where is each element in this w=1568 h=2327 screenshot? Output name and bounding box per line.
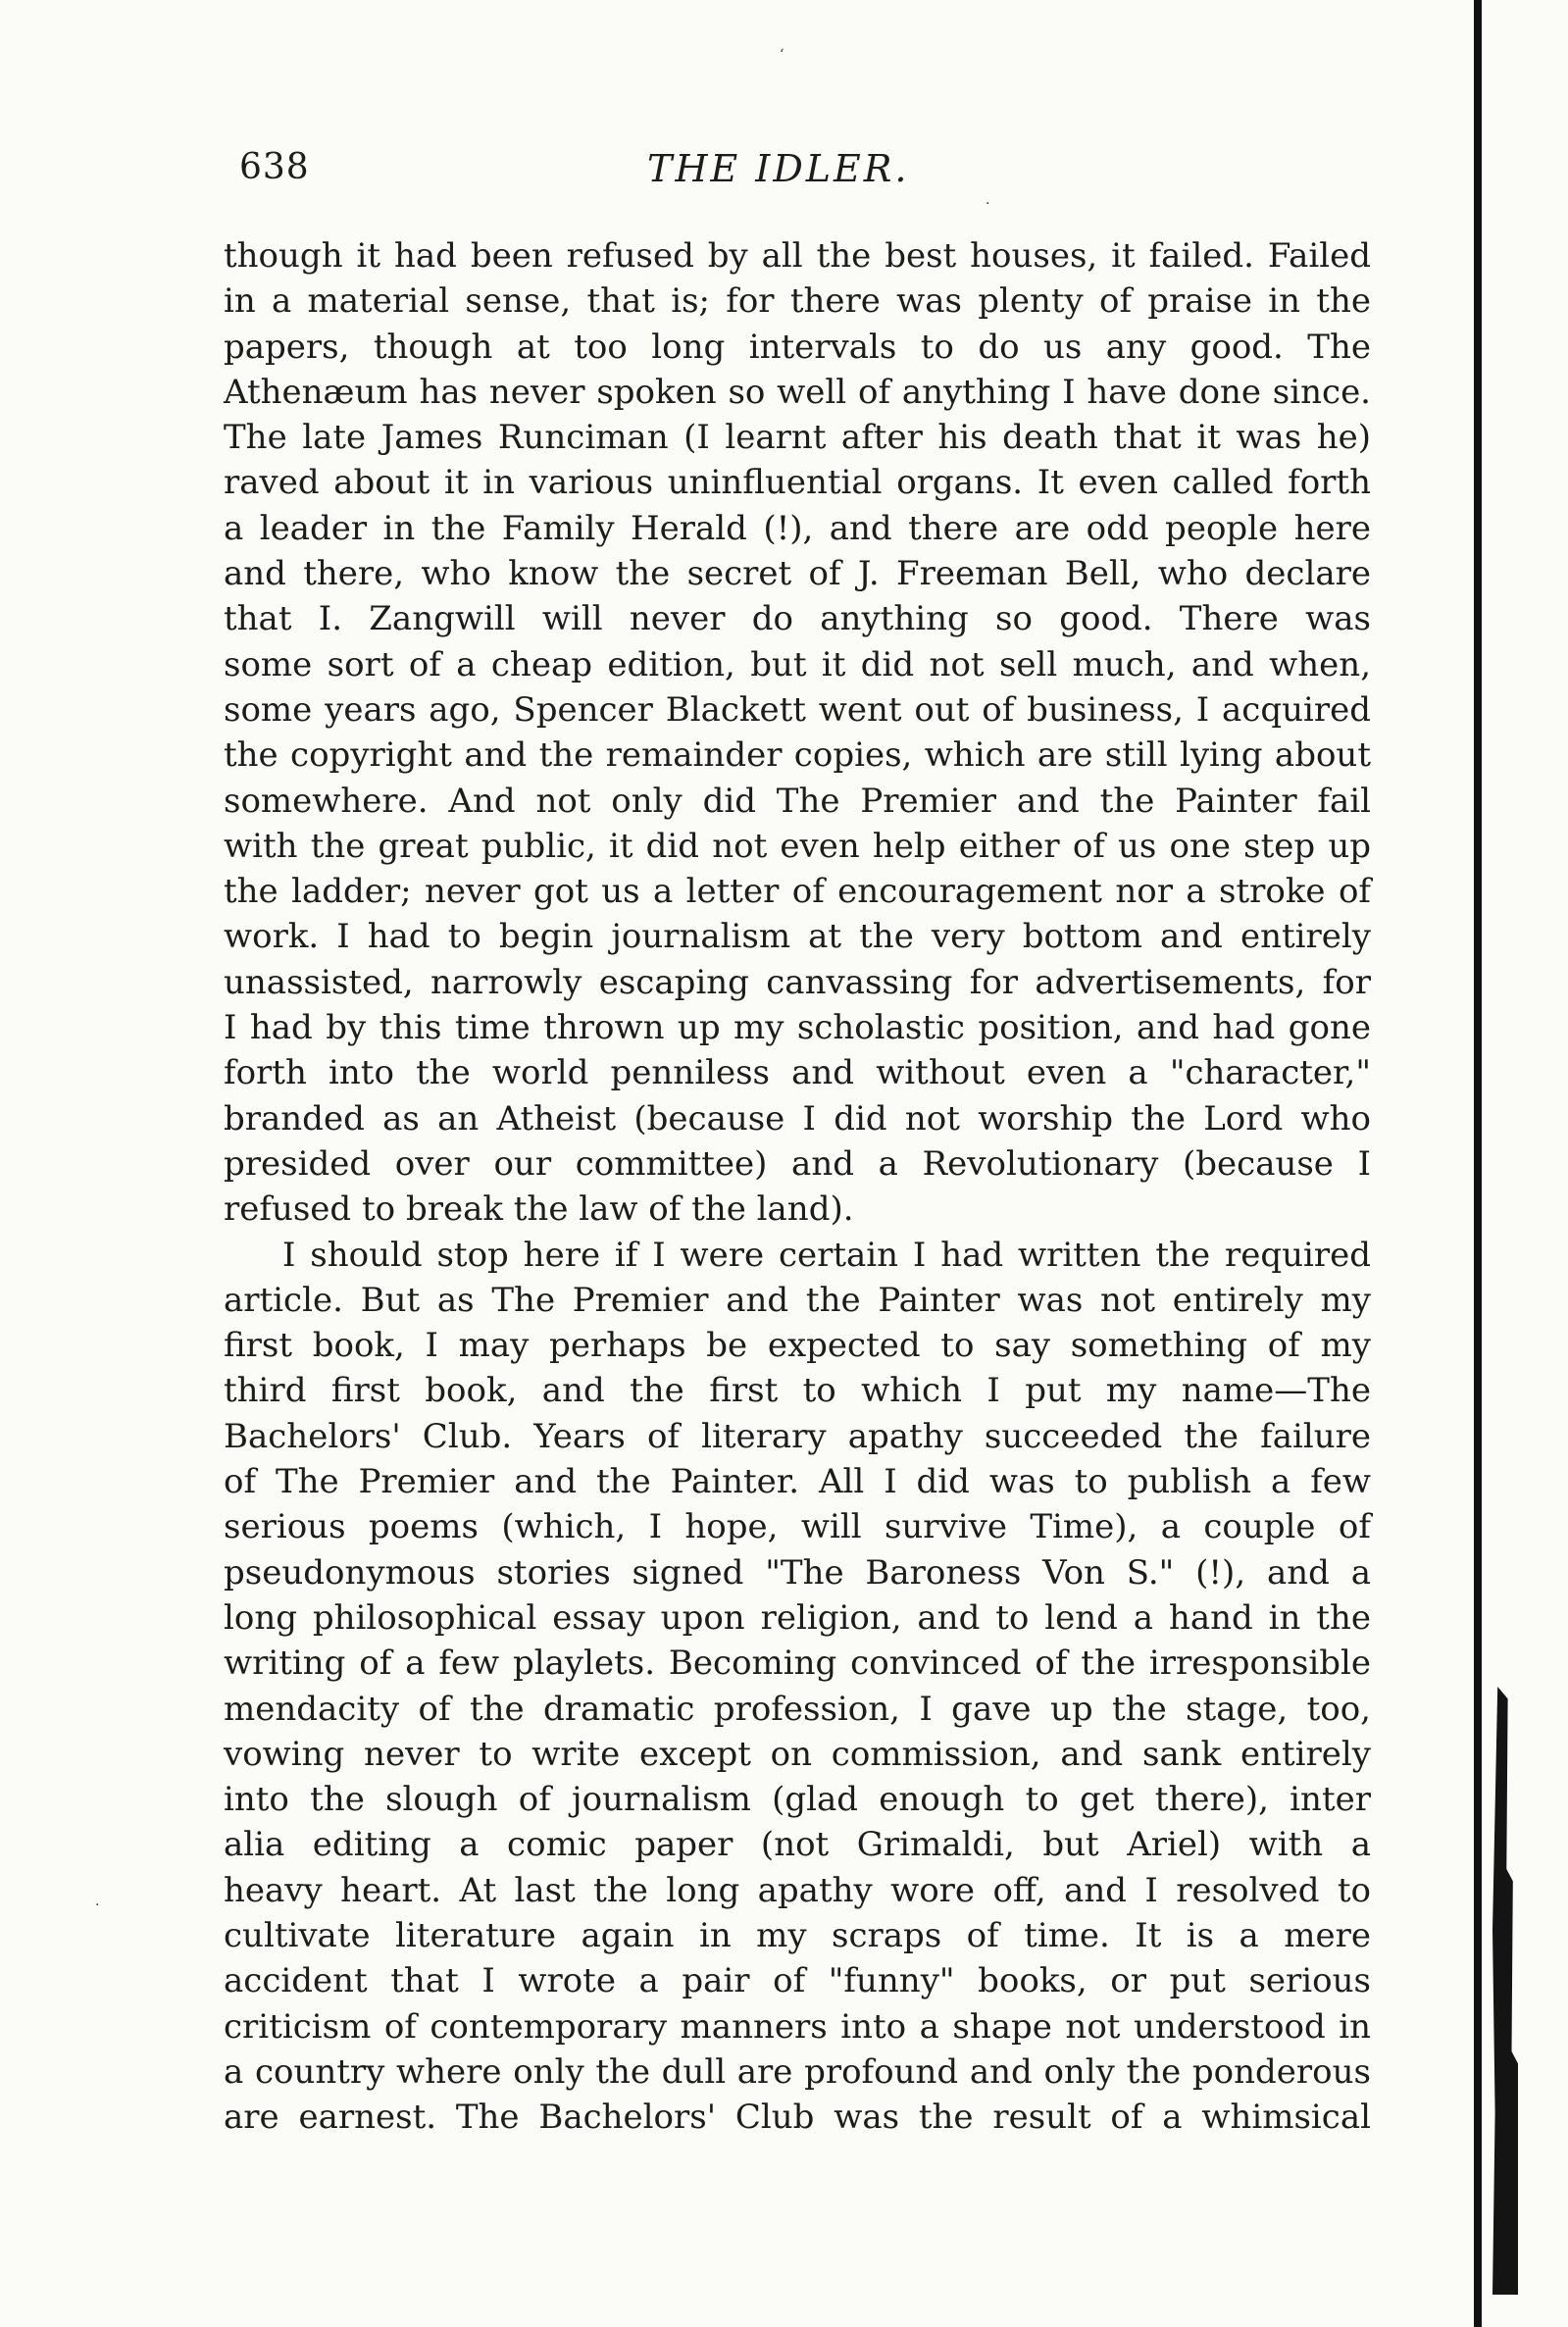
text-line: mendacity of the dramatic profession, I gave up the stage, too, — [224, 1689, 1371, 1729]
text-line: the ladder; never got us a letter of encouragement nor a stroke of — [224, 872, 1371, 912]
text-line: are earnest. The Bachelors' Club was the result of a whimsical — [224, 2098, 1371, 2138]
text-line: Bachelors' Club. Years of literary apathy succeeded the failure — [224, 1416, 1371, 1456]
running-title: THE IDLER. — [647, 147, 910, 190]
paragraph-end-line: refused to break the law of the land). — [224, 1189, 854, 1230]
text-line: serious poems (which, I hope, will survive Time), a couple of — [224, 1507, 1371, 1547]
text-line: some sort of a cheap edition, but it did not sell much, and when, — [224, 644, 1371, 684]
text-line: third first book, and the first to which I put my name—The — [224, 1371, 1371, 1411]
page-number: 638 — [239, 147, 310, 187]
text-line: first book, I may perhaps be expected to say something of my — [224, 1326, 1371, 1366]
text-line: somewhere. And not only did The Premier and the Painter fail — [224, 781, 1371, 821]
text-line: that I. Zangwill will never do anything so good. There was — [224, 599, 1371, 639]
text-line: Athenæum has never spoken so well of anything I have done since. — [224, 372, 1371, 412]
paragraph-start-line: I should stop here if I were certain I had written the required — [282, 1235, 1371, 1275]
stray-ink-mark: ‘ — [780, 47, 784, 63]
text-line: accident that I wrote a pair of "funny" books, or put serious — [224, 1961, 1371, 2001]
text-line: and there, who know the secret of J. Freeman Bell, who declare — [224, 554, 1371, 594]
text-line: alia editing a comic paper (not Grimaldi, but Ariel) with a — [224, 1825, 1371, 1865]
text-line: with the great public, it did not even help either of us one step up — [224, 826, 1371, 866]
page-edge-shadow — [1474, 0, 1482, 2327]
text-line: into the slough of journalism (glad enough to get there), inter — [224, 1780, 1371, 1820]
text-line: papers, though at too long intervals to do us any good. The — [224, 327, 1371, 367]
text-line: writing of a few playlets. Becoming convinced of the irresponsible — [224, 1644, 1371, 1684]
text-line: heavy heart. At last the long apathy wore off, and I resolved to — [224, 1870, 1371, 1910]
text-line: pseudonymous stories signed "The Baroness Von S." (!), and a — [224, 1552, 1371, 1593]
text-line: raved about it in various uninfluential organs. It even called forth — [224, 463, 1371, 503]
text-line: cultivate literature again in my scraps of time. It is a mere — [224, 1915, 1371, 1955]
text-line: criticism of contemporary manners into a shape not understood in — [224, 2006, 1371, 2047]
stray-ink-mark: · — [95, 1897, 100, 1913]
text-line: branded as an Atheist (because I did not worship the Lord who — [224, 1098, 1371, 1138]
text-line: though it had been refused by all the best houses, it failed. Failed — [224, 236, 1371, 276]
text-line: of The Premier and the Painter. All I did was to publish a few — [224, 1462, 1371, 1502]
body-text — [224, 233, 1371, 2140]
text-line: forth into the world penniless and without even a "character," — [224, 1053, 1371, 1093]
text-line: long philosophical essay upon religion, and to lend a hand in the — [224, 1597, 1371, 1638]
text-line: article. But as The Premier and the Painter was not entirely my — [224, 1280, 1371, 1320]
text-line: presided over our committee) and a Revolutionary (because I — [224, 1143, 1371, 1184]
text-line: The late James Runciman (I learnt after his death that it was he) — [224, 418, 1371, 458]
text-line: in a material sense, that is; for there was plenty of praise in the — [224, 281, 1371, 322]
text-line: some years ago, Spencer Blackett went out of business, I acquired — [224, 689, 1371, 730]
page-header — [0, 147, 1568, 206]
text-line: unassisted, narrowly escaping canvassing for advertisements, for — [224, 962, 1371, 1002]
text-line: a leader in the Family Herald (!), and there are odd people here — [224, 508, 1371, 548]
page-edge-dark-strip — [1492, 1687, 1518, 2295]
text-line: vowing never to write except on commission, and sank entirely — [224, 1734, 1371, 1774]
text-line: a country where only the dull are profound and only the ponderous — [224, 2051, 1371, 2092]
stray-ink-mark: · — [986, 196, 990, 212]
text-line: I had by this time thrown up my scholastic position, and had gone — [224, 1008, 1371, 1048]
text-line: work. I had to begin journalism at the very bottom and entirely — [224, 917, 1371, 957]
text-line: the copyright and the remainder copies, which are still lying about — [224, 735, 1371, 776]
